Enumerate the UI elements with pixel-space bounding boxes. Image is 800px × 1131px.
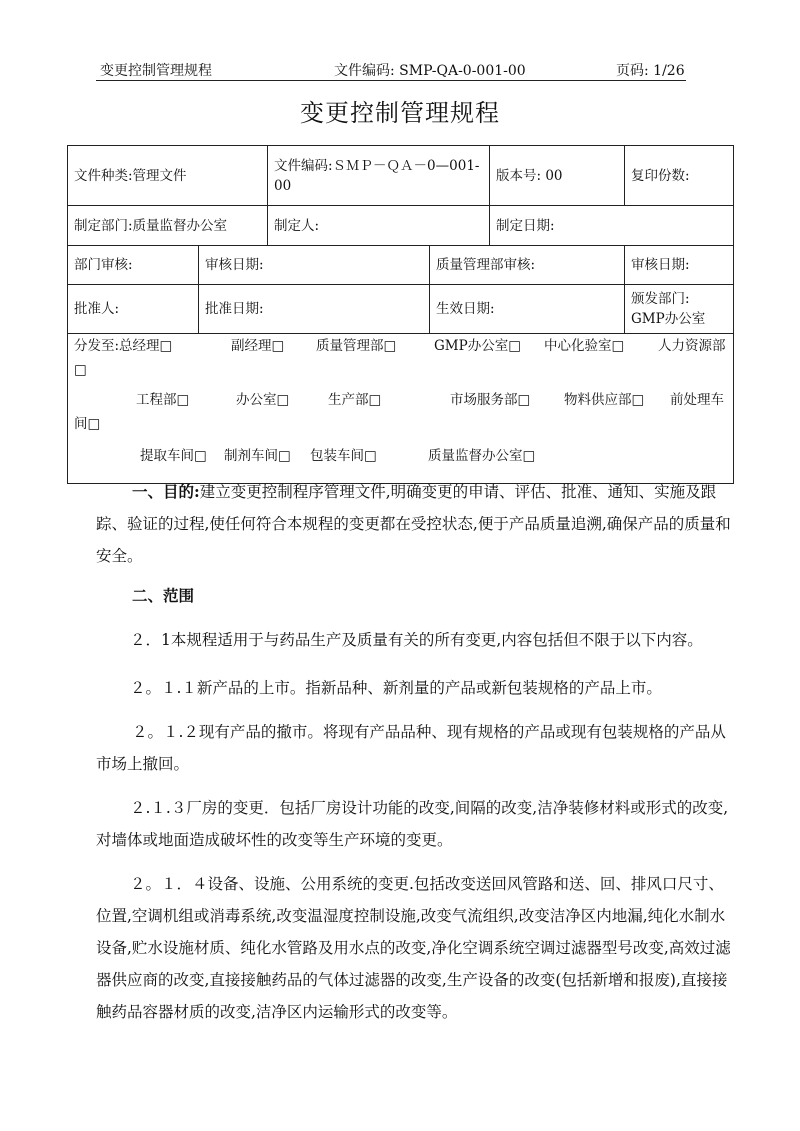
scope-paragraph-2-1-2 bbox=[96, 716, 736, 780]
dist-item: 生产部□ bbox=[328, 392, 382, 408]
scope-paragraph-2-1-3-text: ２.１.３厂房的变更．包括厂房设计功能的改变,间隔的改变,洁净装修材料或形式的改变,对墙体或地面造成破坏性的改变等生产环境的变更。 bbox=[96, 799, 729, 849]
dept-review-cell: 部门审核: bbox=[68, 246, 199, 285]
version-cell: 版本号: 00 bbox=[490, 146, 625, 206]
effective-date-cell: 生效日期: bbox=[430, 285, 625, 334]
approver-cell: 批准人: bbox=[68, 285, 199, 334]
document-info-table bbox=[67, 145, 734, 484]
table-row bbox=[68, 246, 734, 285]
table-row bbox=[68, 206, 734, 246]
scope-paragraph-2-1-4 bbox=[96, 868, 736, 1028]
dist-item: 提取车间□ bbox=[140, 448, 207, 464]
doc-code-cell: 文件编码:ＳＭＰ－ＱＡ－0—001-00 bbox=[268, 146, 490, 206]
purpose-text: 建立变更控制程序管理文件,明确变更的申请、评估、批准、通知、实施及跟踪、验证的过程,使任何符合本规程的变更都在受控状态,便于产品质量追溯,确保产品的质量和安全。 bbox=[96, 483, 731, 565]
table-row bbox=[68, 285, 734, 334]
qa-review-date-cell: 审核日期: bbox=[625, 246, 734, 285]
header-page-number: 页码: 1/26 bbox=[616, 63, 685, 79]
page-title: 变更控制管理规程 bbox=[300, 99, 500, 127]
scope-paragraph-2-1-1: ２。１.１新产品的上市。指新品种、新剂量的产品或新包装规格的产品上市。 bbox=[130, 679, 662, 697]
dist-item: 中心化验室□ bbox=[544, 338, 625, 354]
copies-cell: 复印份数: bbox=[625, 146, 734, 206]
scope-paragraph-2-1-2-text: ２。１.２现有产品的撤市。将现有产品品种、现有规格的产品或现有包装规格的产品从市场上撤回。 bbox=[96, 723, 726, 773]
dist-item: 物料供应部□ bbox=[564, 392, 645, 408]
doc-category-cell: 文件种类:管理文件 bbox=[68, 146, 268, 206]
table-row bbox=[68, 146, 734, 206]
author-cell: 制定人: bbox=[268, 206, 490, 246]
purpose-label: 一、目的: bbox=[132, 482, 200, 501]
review-date-cell: 审核日期: bbox=[199, 246, 430, 285]
dist-item: 制剂车间□ bbox=[224, 448, 291, 464]
header-doc-title: 变更控制管理规程 bbox=[100, 63, 212, 79]
scope-paragraph-2-1: ２．1本规程适用于与药品生产及质量有关的所有变更,内容包括但不限于以下内容。 bbox=[130, 631, 703, 649]
scope-paragraph-2-1-3 bbox=[96, 792, 736, 856]
page-header bbox=[96, 58, 686, 81]
scope-heading: 二、范围 bbox=[132, 586, 195, 605]
approve-date-cell: 批准日期: bbox=[199, 285, 430, 334]
header-doc-code: 文件编码: SMP-QA-0-001-00 bbox=[334, 63, 526, 79]
dist-item: 市场服务部□ bbox=[450, 392, 531, 408]
issuer-cell: 颁发部门: GMP办公室 bbox=[625, 285, 734, 334]
dist-item: 人力资源部 bbox=[658, 338, 726, 354]
dist-item: 副经理□ bbox=[231, 338, 285, 354]
dist-item: 前处理车 bbox=[670, 392, 724, 408]
scope-paragraph-2-1-4-text: ２。１．４设备、设施、公用系统的变更.包括改变送回风管路和送、回、排风口尺寸、位置,空调机组或消毒系统,改变温湿度控制设施,改变气流组织,改变洁净区内地漏,纯化水制水设备,贮水设施材质、纯化水管路及用水点的改变,净化空调系统空调过滤器型号改变,高效过滤器供应商的改变,直接接触药品的气体过滤器的改变,生产设备的改变(包括新增和报废),直接接触药品容器材质的改变,洁净区内运输形式的改变等。 bbox=[96, 875, 731, 1021]
distribution-cell bbox=[68, 334, 734, 484]
dist-item: 间□ bbox=[74, 416, 101, 432]
dist-item: 质量管理部□ bbox=[316, 338, 397, 354]
create-date-cell: 制定日期: bbox=[490, 206, 734, 246]
dist-item: 质量监督办公室□ bbox=[428, 448, 536, 464]
dist-item: GMP办公室□ bbox=[434, 338, 521, 354]
dist-item: 办公室□ bbox=[236, 392, 290, 408]
qa-review-cell: 质量管理部审核: bbox=[430, 246, 625, 285]
table-row bbox=[68, 334, 734, 484]
dept-cell: 制定部门:质量监督办公室 bbox=[68, 206, 268, 246]
purpose-paragraph bbox=[96, 476, 736, 572]
dist-item: 工程部□ bbox=[136, 392, 190, 408]
dist-item: 分发至:总经理□ bbox=[74, 338, 173, 354]
dist-item: 包装车间□ bbox=[310, 448, 377, 464]
dist-item: □ bbox=[74, 362, 87, 378]
